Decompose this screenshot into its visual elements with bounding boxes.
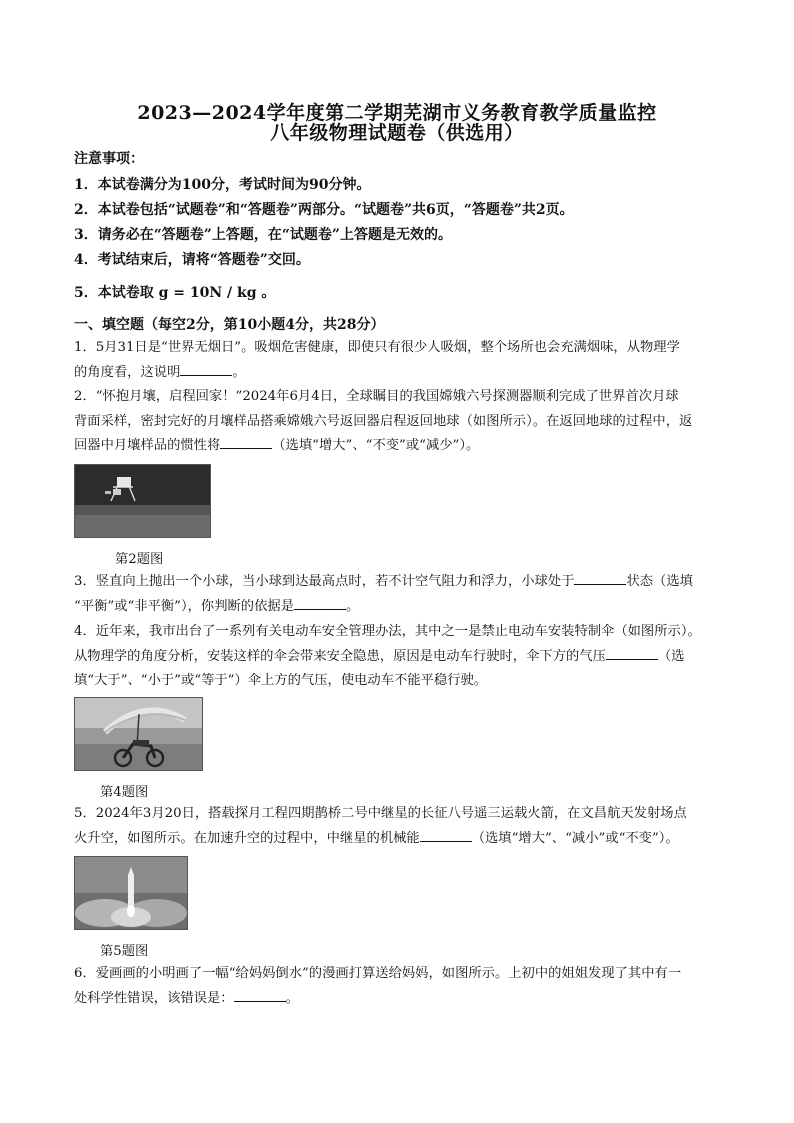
question-2-text: 回器中月壤样品的惯性将 (74, 438, 221, 453)
question-5-options: （选填“增大”、“减小”或“不变”）。 (471, 830, 679, 846)
question-6-end: 。 (285, 990, 299, 1006)
question-1-end: 。 (232, 364, 246, 380)
exam-subtitle: 八年级物理试题卷（供选用） (270, 122, 524, 144)
question-6-line-2 (74, 987, 744, 1012)
question-4-line-3: 填“大于”、“小于”或“等于”）伞上方的气压，使电动车不能平稳行驶。 (74, 673, 488, 688)
note-item-5: 5．本试卷取 g = 10N / kg 。 (74, 285, 276, 301)
question-3-text-2: 状态（选填 (626, 574, 693, 589)
question-3-line-2 (74, 595, 734, 620)
question-6-line-1: 6．爱画画的小明画了一幅“给妈妈倒水”的漫画打算送给妈妈，如图所示。上初中的姐姐发现了其中有一 (74, 966, 682, 981)
section-1-heading: 一、填空题（每空2分，第10小题4分，共28分） (74, 317, 385, 333)
answer-blank (420, 827, 472, 842)
scooter-umbrella-photo (74, 697, 203, 771)
answer-blank (234, 987, 286, 1002)
note-item-2: 2．本试卷包括“试题卷”和“答题卷”两部分。“试题卷”共6页，“答题卷”共2页。 (74, 202, 574, 218)
question-3-text: 3．竖直向上抛出一个小球，当小球到达最高点时，若不计空气阻力和浮力，小球处于 (74, 574, 575, 589)
question-3 (74, 570, 734, 619)
question-1-line-1: 1．5月31日是“世界无烟日”。吸烟危害健康，即使只有很少人吸烟，整个场所也会充满烟味，从物理学 (74, 340, 680, 355)
question-3-end: 。 (346, 598, 360, 614)
question-5-line-1: 5．2024年3月20日，搭载探月工程四期鹊桥二号中继星的长征八号遥三运载火箭，在文昌航天发射场点 (74, 806, 687, 821)
question-4 (74, 620, 740, 694)
answer-blank (606, 645, 658, 660)
figure-2-caption: 第2题图 (115, 552, 164, 567)
note-item-1: 1．本试卷满分为100分，考试时间为90分钟。 (74, 177, 371, 193)
question-2-line-2: 背面采样，密封完好的月壤样品搭乘嫦娥六号返回器启程返回地球（如图所示）。在返回地球的过程中，返 (74, 413, 693, 429)
question-3-line-1 (74, 570, 734, 595)
question-6 (74, 962, 744, 1011)
figure-4-caption: 第4题图 (100, 785, 149, 800)
answer-blank (294, 595, 346, 610)
rocket-launch-photo (74, 856, 188, 930)
question-5 (74, 802, 744, 851)
question-2 (74, 385, 734, 459)
figure-5-caption: 第5题图 (100, 944, 149, 959)
question-1-line-2 (74, 361, 734, 386)
exam-title: 2023—2024学年度第二学期芜湖市义务教育教学质量监控 (137, 102, 657, 124)
lander-photo (74, 464, 211, 538)
question-1-text: 的角度看，这说明 (74, 364, 181, 380)
question-3-text-3: “平衡”或“非平衡”），你判断的依据是 (74, 598, 294, 614)
question-6-text: 处科学性错误，该错误是： (74, 990, 234, 1006)
answer-blank (180, 361, 232, 376)
note-item-4: 4．考试结束后，请将“答题卷”交回。 (74, 252, 310, 268)
note-item-3: 3．请务必在“答题卷”上答题，在“试题卷”上答题是无效的。 (74, 227, 452, 243)
question-4-text: 从物理学的角度分析，安装这样的伞会带来安全隐患，原因是电动车行驶时，伞下方的气压 (74, 648, 606, 664)
answer-blank (220, 434, 272, 449)
question-5-line-2 (74, 827, 744, 852)
question-1 (74, 336, 734, 385)
question-2-options: （选填“增大”、“不变”或“减少”）。 (272, 438, 480, 453)
notes-heading: 注意事项： (74, 151, 144, 167)
question-5-text: 火升空，如图所示。在加速升空的过程中，中继星的机械能 (74, 830, 420, 846)
question-2-line-1: 2．“怀抱月壤，启程回家！”2024年6月4日，全球瞩目的我国嫦娥六号探测器顺利完成了世界首次月球 (74, 389, 679, 404)
question-2-line-3 (74, 434, 734, 459)
question-4-text-2: （选 (657, 648, 685, 664)
question-4-line-1: 4．近年来，我市出台了一系列有关电动车安全管理办法，其中之一是禁止电动车安装特制伞（如图所示）。 (74, 624, 701, 639)
question-4-line-2 (74, 645, 740, 670)
answer-blank (574, 570, 626, 585)
